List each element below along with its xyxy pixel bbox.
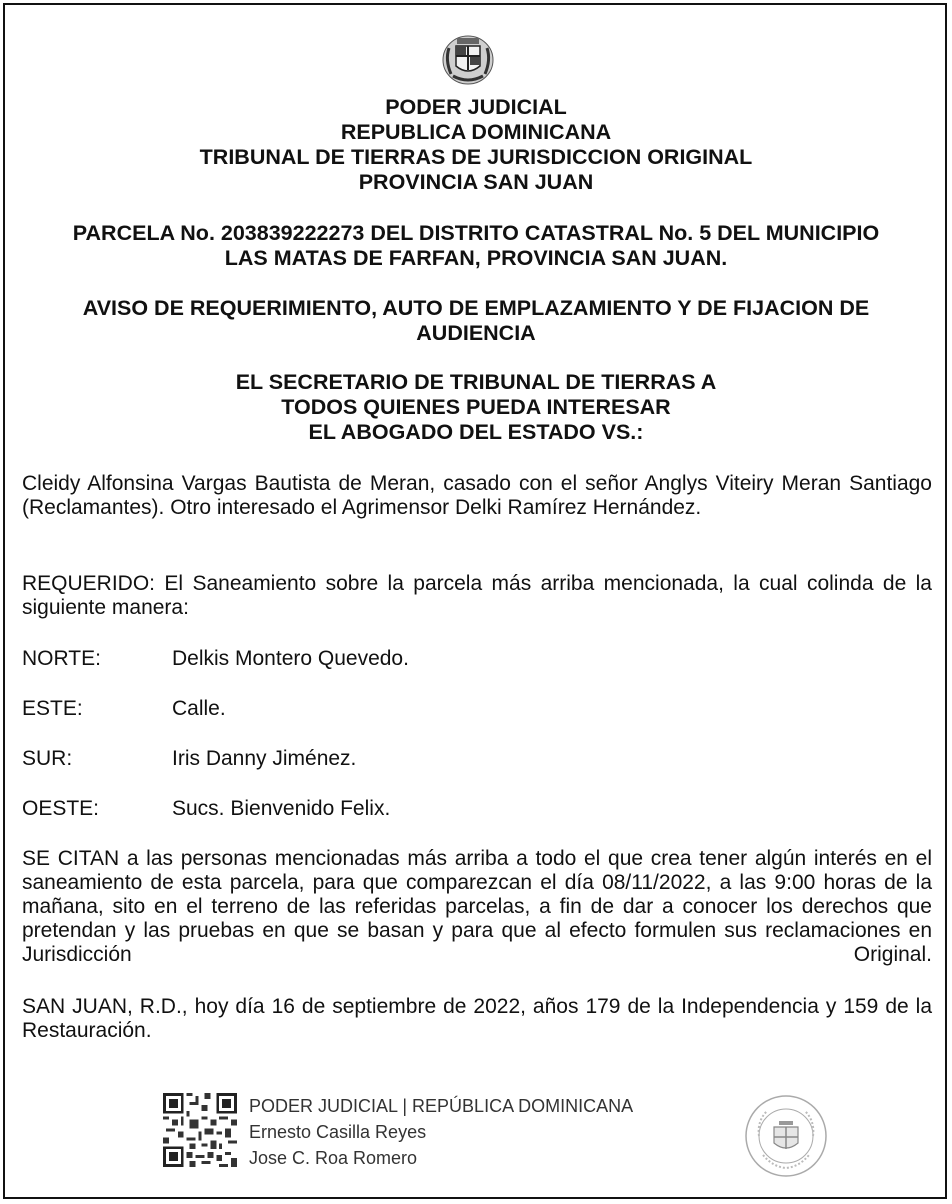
boundary-label: OESTE: <box>22 797 100 820</box>
header-line-1: PODER JUDICIAL <box>385 95 567 119</box>
date-paragraph: SAN JUAN, R.D., hoy día 16 de septiembre de 2022, años 179 de la Independencia y 159 de la Restauración. <box>22 995 932 1042</box>
header-line-2: REPUBLICA DOMINICANA <box>340 120 612 144</box>
aviso-title <box>20 296 932 346</box>
secretario-line-2: TODOS QUIENES PUEDA INTERESAR <box>281 395 671 419</box>
boundary-label: ESTE: <box>22 697 83 720</box>
aviso-line-1: AVISO DE REQUERIMIENTO, AUTO DE EMPLAZAMIENTO Y DE FIJACION DE <box>82 296 870 320</box>
boundary-value: Calle. <box>172 697 226 720</box>
parcela-line-1: PARCELA No. 203839222273 DEL DISTRITO CATASTRAL No. 5 DEL MUNICIPIO <box>72 221 880 245</box>
claimants-paragraph: Cleidy Alfonsina Vargas Bautista de Meran, casado con el señor Anglys Viteiry Meran Santiago (Reclamantes). Otro interesado el Agrimensor Delki Ramírez Hernández. <box>22 472 932 519</box>
boundary-value: Delkis Montero Quevedo. <box>172 647 409 670</box>
requerido-paragraph: REQUERIDO: El Saneamiento sobre la parcela más arriba mencionada, la cual colinda de la siguiente manera: <box>22 572 932 619</box>
secretario-line-3: EL ABOGADO DEL ESTADO VS.: <box>308 420 644 444</box>
header-line-3: TRIBUNAL DE TIERRAS DE JURISDICCION ORIGINAL <box>199 145 753 169</box>
qr-code-icon <box>163 1093 237 1167</box>
secretario-block <box>20 370 932 445</box>
secretario-line-1: EL SECRETARIO DE TRIBUNAL DE TIERRAS A <box>235 370 717 394</box>
boundary-row-sur <box>22 747 356 771</box>
boundary-value: Iris Danny Jiménez. <box>172 747 357 770</box>
aviso-line-2: AUDIENCIA <box>416 321 536 345</box>
boundary-row-este <box>22 697 226 721</box>
header-line-4: PROVINCIA SAN JUAN <box>358 170 594 194</box>
header-block <box>20 95 932 195</box>
parcela-line-2: LAS MATAS DE FARFAN, PROVINCIA SAN JUAN. <box>224 246 728 270</box>
footer-institution: PODER JUDICIAL | REPÚBLICA DOMINICANA <box>249 1096 634 1116</box>
boundary-row-oeste <box>22 797 390 821</box>
boundary-value: Sucs. Bienvenido Felix. <box>172 797 391 820</box>
boundary-row-norte <box>22 647 409 671</box>
footer-signer-2: Jose C. Roa Romero <box>249 1148 418 1168</box>
parcela-title <box>20 221 932 271</box>
footer-signer-1: Ernesto Casilla Reyes <box>249 1122 427 1142</box>
boundary-label: NORTE: <box>22 647 101 670</box>
boundary-label: SUR: <box>22 747 73 770</box>
official-seal-icon <box>743 1093 829 1179</box>
citan-paragraph: SE CITAN a las personas mencionadas más arriba a todo el que crea tener algún interés en el saneamiento de esta parcela, para que comparezcan el día 08/11/2022, a las 9:00 horas de la mañana, sito en el terreno de las referidas parcelas, a fin de dar a conocer los derechos que pretendan y las pruebas en que se basan y para que al efecto formulen sus reclamaciones en Jurisdicción Original. <box>22 847 932 966</box>
coat-of-arms-icon <box>441 30 495 86</box>
